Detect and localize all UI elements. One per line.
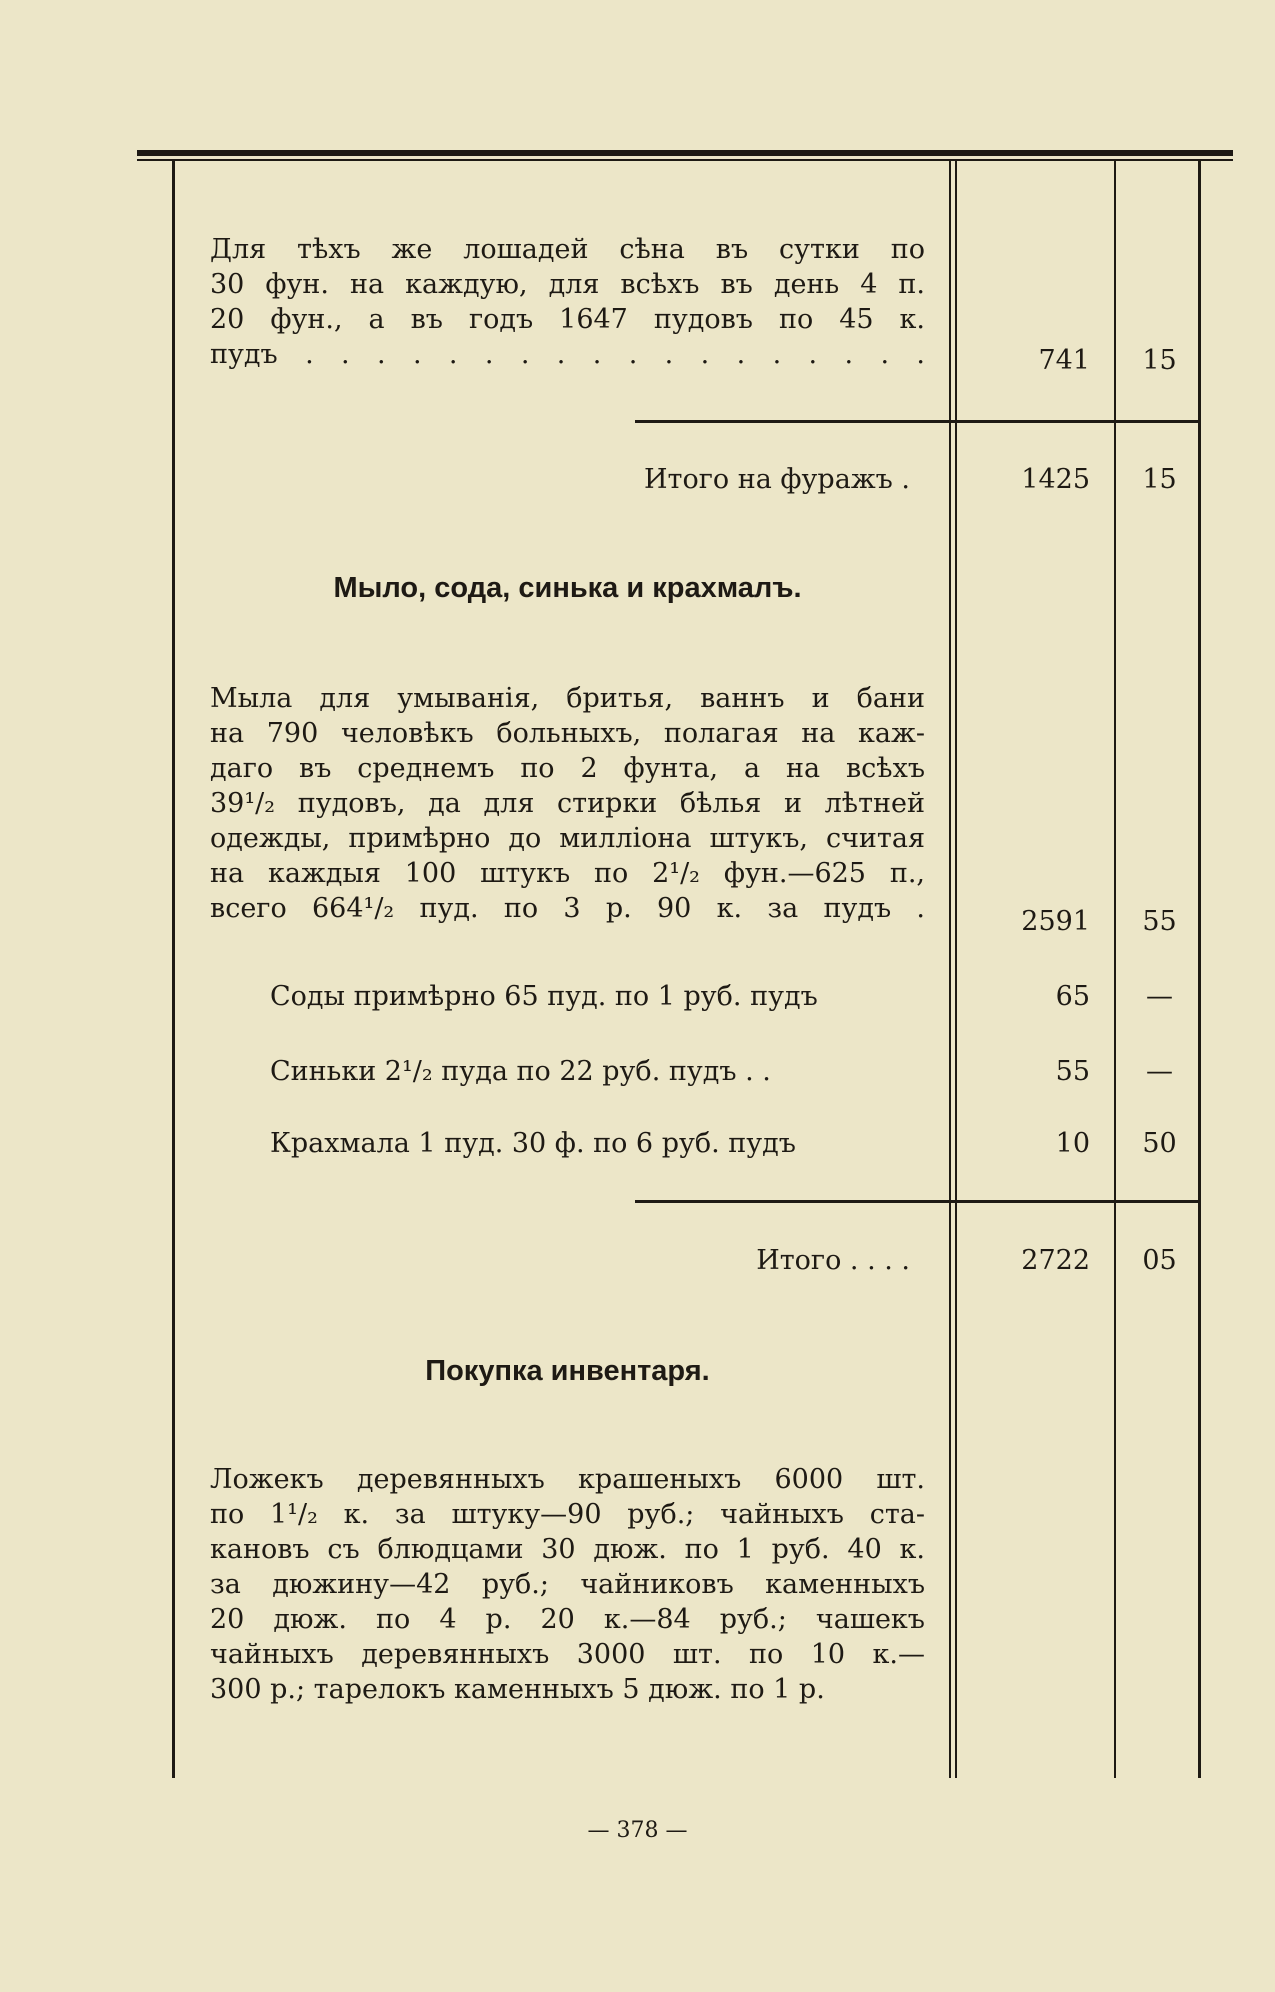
text-line: 39¹/₂ пудовъ, да для стирки бѣлья и лѣтней — [210, 788, 925, 819]
top-rule-thin — [137, 159, 1233, 161]
soap-total-label: Итого . . . . — [756, 1245, 910, 1276]
text-line: пудъ . . . . . . . . . . . . . . . . . . — [210, 339, 925, 370]
text-line: Ложекъ деревянныхъ крашеныхъ 6000 шт. — [210, 1464, 925, 1495]
left-border — [172, 160, 175, 1778]
text-line: чайныхъ деревянныхъ 3000 шт. по 10 к.— — [210, 1639, 925, 1670]
section-heading-inventory: Покупка инвентаря. — [425, 1355, 710, 1387]
text-line: Для тѣхъ же лошадей сѣна въ сутки по — [210, 234, 925, 265]
soda-kopeks: — — [1146, 981, 1173, 1012]
soda-entry: Соды примѣрно 65 пуд. по 1 руб. пудъ — [270, 981, 818, 1012]
starch-kopeks: 50 — [1142, 1128, 1177, 1159]
rubles-divider-a — [949, 160, 951, 1778]
soap-rubles: 2591 — [1021, 906, 1090, 937]
subtotal-rule — [635, 420, 1199, 423]
text-line: кановъ съ блюдцами 30 дюж. по 1 руб. 40 к. — [210, 1534, 925, 1565]
text-line: 300 р.; тарелокъ каменныхъ 5 дюж. по 1 р. — [210, 1674, 825, 1705]
text-line: 20 фун., а въ годъ 1647 пудовъ по 45 к. — [210, 304, 925, 335]
text-line: по 1¹/₂ к. за штуку—90 руб.; чайныхъ ста- — [210, 1499, 925, 1530]
forage-total-rubles: 1425 — [1021, 464, 1090, 495]
starch-entry: Крахмала 1 пуд. 30 ф. по 6 руб. пудъ — [270, 1128, 796, 1159]
text-line: за дюжину—42 руб.; чайниковъ каменныхъ — [210, 1569, 925, 1600]
text-line: на 790 человѣкъ больныхъ, полагая на каж- — [210, 718, 925, 749]
text-line: на каждыя 100 штукъ по 2¹/₂ фун.—625 п., — [210, 858, 925, 889]
forage-total-label: Итого на фуражъ . — [644, 464, 910, 495]
soda-rubles: 65 — [1055, 981, 1090, 1012]
soap-total-rubles: 2722 — [1021, 1245, 1090, 1276]
right-border — [1198, 160, 1201, 1778]
hay-entry-text — [210, 232, 925, 372]
forage-total-kopeks: 15 — [1142, 464, 1177, 495]
hay-kopeks: 15 — [1142, 345, 1177, 376]
blue-rubles: 55 — [1055, 1056, 1090, 1087]
text-line: одежды, примѣрно до милліона штукъ, считая — [210, 823, 925, 854]
subtotal-rule — [635, 1200, 1199, 1203]
soap-kopeks: 55 — [1142, 906, 1177, 937]
soap-entry-text — [210, 681, 925, 926]
text-line: 30 фун. на каждую, для всѣхъ въ день 4 п. — [210, 269, 925, 300]
text-line: всего 664¹/₂ пуд. по 3 р. 90 к. за пудъ . — [210, 893, 925, 924]
soap-total-kopeks: 05 — [1142, 1245, 1177, 1276]
blue-kopeks: — — [1146, 1056, 1173, 1087]
kopeks-divider — [1114, 160, 1116, 1778]
top-rule — [137, 150, 1233, 156]
text-line: даго въ среднемъ по 2 фунта, а на всѣхъ — [210, 753, 925, 784]
text-line: 20 дюж. по 4 р. 20 к.—84 руб.; чашекъ — [210, 1604, 925, 1635]
hay-rubles: 741 — [1038, 345, 1090, 376]
inventory-entry-text — [210, 1462, 925, 1707]
page-number: — 378 — — [587, 1818, 688, 1843]
text-line: Мыла для умыванія, бритья, ваннъ и бани — [210, 683, 925, 714]
blue-entry: Синьки 2¹/₂ пуда по 22 руб. пудъ . . — [270, 1056, 771, 1087]
rubles-divider-b — [955, 160, 957, 1778]
section-heading-soap: Мыло, сода, синька и крахмалъ. — [333, 572, 802, 604]
starch-rubles: 10 — [1055, 1128, 1090, 1159]
